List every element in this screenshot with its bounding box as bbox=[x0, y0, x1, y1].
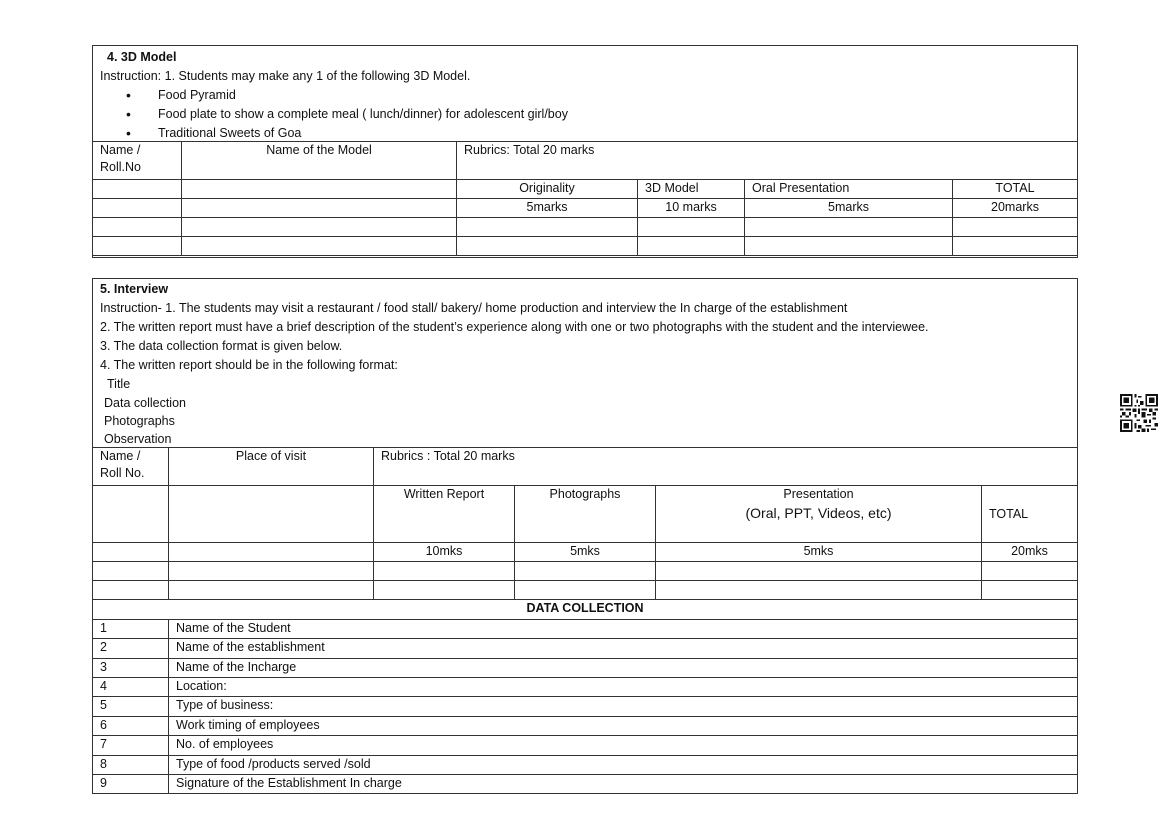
row-label[interactable]: Signature of the Establishment In charge bbox=[169, 775, 1078, 794]
criterion-oral-presentation: Oral Presentation bbox=[745, 180, 953, 199]
data-collection-title: DATA COLLECTION bbox=[93, 600, 1078, 620]
model-rubrics-table bbox=[92, 141, 1078, 256]
criterion-photographs: Photographs bbox=[515, 486, 656, 543]
row-label[interactable]: No. of employees bbox=[169, 736, 1078, 756]
criterion-total: TOTAL bbox=[953, 180, 1078, 199]
model-cell[interactable] bbox=[182, 218, 457, 237]
model-cell[interactable] bbox=[182, 237, 457, 256]
name-cell[interactable] bbox=[93, 237, 182, 256]
score-cell[interactable] bbox=[982, 581, 1078, 600]
criterion-3d-model: 3D Model bbox=[638, 180, 745, 199]
row-number: 5 bbox=[93, 697, 169, 717]
name-cell[interactable] bbox=[93, 199, 182, 218]
interview-instruction-2: 2. The written report must have a brief description of the student’s experience along with one or two photographs with the student and the interviewee. bbox=[100, 320, 929, 334]
score-cell[interactable] bbox=[638, 237, 745, 256]
rubrics-total: Rubrics : Total 20 marks bbox=[374, 448, 1078, 486]
model-option: • Food plate to show a complete meal ( lunch/dinner) for adolescent girl/boy bbox=[150, 105, 1070, 124]
criterion-presentation bbox=[656, 486, 982, 543]
name-cell[interactable] bbox=[93, 543, 169, 562]
score-cell[interactable] bbox=[515, 581, 656, 600]
score-cell[interactable] bbox=[374, 562, 515, 581]
section-interview-heading: 5. Interview bbox=[100, 282, 169, 296]
name-cell[interactable] bbox=[93, 581, 169, 600]
marks-total: 20mks bbox=[982, 543, 1078, 562]
name-cell[interactable] bbox=[93, 486, 169, 543]
row-label[interactable]: Work timing of employees bbox=[169, 717, 1078, 736]
score-cell[interactable] bbox=[656, 562, 982, 581]
score-cell[interactable] bbox=[638, 218, 745, 237]
col-place-of-visit: Place of visit bbox=[169, 448, 374, 486]
model-option: • Food Pyramid bbox=[150, 86, 1070, 105]
section-3d-model-instruction: Instruction: 1. Students may make any 1 of the following 3D Model. bbox=[100, 69, 471, 83]
marks-written-report: 10mks bbox=[374, 543, 515, 562]
section-interview-intro bbox=[93, 279, 1077, 447]
model-options-list bbox=[100, 86, 1070, 143]
row-number: 6 bbox=[93, 717, 169, 736]
marks-total: 20marks bbox=[953, 199, 1078, 218]
marks-presentation: 5mks bbox=[656, 543, 982, 562]
row-label[interactable]: Name of the establishment bbox=[169, 639, 1078, 659]
row-number: 3 bbox=[93, 659, 169, 678]
score-cell[interactable] bbox=[745, 237, 953, 256]
interview-instruction-1: Instruction- 1. The students may visit a restaurant / food stall/ bakery/ home production and interview the In charge of the establishment bbox=[100, 301, 848, 315]
col-name-roll: Name / Roll No. bbox=[93, 448, 169, 486]
model-cell[interactable] bbox=[182, 180, 457, 199]
marks-oral-presentation: 5marks bbox=[745, 199, 953, 218]
row-label[interactable]: Name of the Student bbox=[169, 620, 1078, 639]
row-number: 9 bbox=[93, 775, 169, 794]
criterion-presentation-label: Presentation bbox=[783, 487, 854, 501]
row-number: 2 bbox=[93, 639, 169, 659]
row-number: 8 bbox=[93, 756, 169, 775]
section-3d-model bbox=[92, 45, 1078, 258]
format-item-data-collection: Data collection bbox=[104, 396, 186, 410]
col-model-name: Name of the Model bbox=[182, 142, 457, 180]
criterion-presentation-sub: (Oral, PPT, Videos, etc) bbox=[745, 505, 892, 521]
col-name-roll: Name / Roll.No bbox=[93, 142, 182, 180]
row-label[interactable]: Name of the Incharge bbox=[169, 659, 1078, 678]
score-cell[interactable] bbox=[656, 581, 982, 600]
row-label[interactable]: Type of food /products served /sold bbox=[169, 756, 1078, 775]
criterion-originality: Originality bbox=[457, 180, 638, 199]
place-cell[interactable] bbox=[169, 543, 374, 562]
place-cell[interactable] bbox=[169, 486, 374, 543]
criterion-total: TOTAL bbox=[982, 486, 1078, 543]
format-item-title: Title bbox=[107, 377, 131, 391]
data-collection-table bbox=[92, 599, 1078, 794]
score-cell[interactable] bbox=[515, 562, 656, 581]
interview-instruction-4: 4. The written report should be in the following format: bbox=[100, 358, 398, 372]
place-cell[interactable] bbox=[169, 581, 374, 600]
score-cell[interactable] bbox=[745, 218, 953, 237]
interview-instruction-3: 3. The data collection format is given below. bbox=[100, 339, 343, 353]
interview-rubrics-table bbox=[92, 447, 1078, 600]
criterion-written-report: Written Report bbox=[374, 486, 515, 543]
name-cell[interactable] bbox=[93, 180, 182, 199]
score-cell[interactable] bbox=[982, 562, 1078, 581]
section-interview bbox=[92, 278, 1078, 794]
row-number: 4 bbox=[93, 678, 169, 697]
row-label[interactable]: Location: bbox=[169, 678, 1078, 697]
marks-3d-model: 10 marks bbox=[638, 199, 745, 218]
marks-originality: 5marks bbox=[457, 199, 638, 218]
row-label[interactable]: Type of business: bbox=[169, 697, 1078, 717]
section-3d-model-intro bbox=[93, 46, 1077, 141]
model-option: • Traditional Sweets of Goa bbox=[150, 124, 1070, 143]
rubrics-total: Rubrics: Total 20 marks bbox=[457, 142, 1078, 180]
row-number: 7 bbox=[93, 736, 169, 756]
score-cell[interactable] bbox=[457, 218, 638, 237]
format-item-photographs: Photographs bbox=[104, 414, 175, 428]
row-number: 1 bbox=[93, 620, 169, 639]
model-cell[interactable] bbox=[182, 199, 457, 218]
score-cell[interactable] bbox=[374, 581, 515, 600]
section-3d-model-heading: 4. 3D Model bbox=[107, 50, 177, 64]
score-cell[interactable] bbox=[953, 237, 1078, 256]
name-cell[interactable] bbox=[93, 218, 182, 237]
score-cell[interactable] bbox=[457, 237, 638, 256]
score-cell[interactable] bbox=[953, 218, 1078, 237]
name-cell[interactable] bbox=[93, 562, 169, 581]
qr-code-icon bbox=[1120, 393, 1158, 433]
place-cell[interactable] bbox=[169, 562, 374, 581]
marks-photographs: 5mks bbox=[515, 543, 656, 562]
format-item-observation: Observation bbox=[104, 432, 172, 446]
